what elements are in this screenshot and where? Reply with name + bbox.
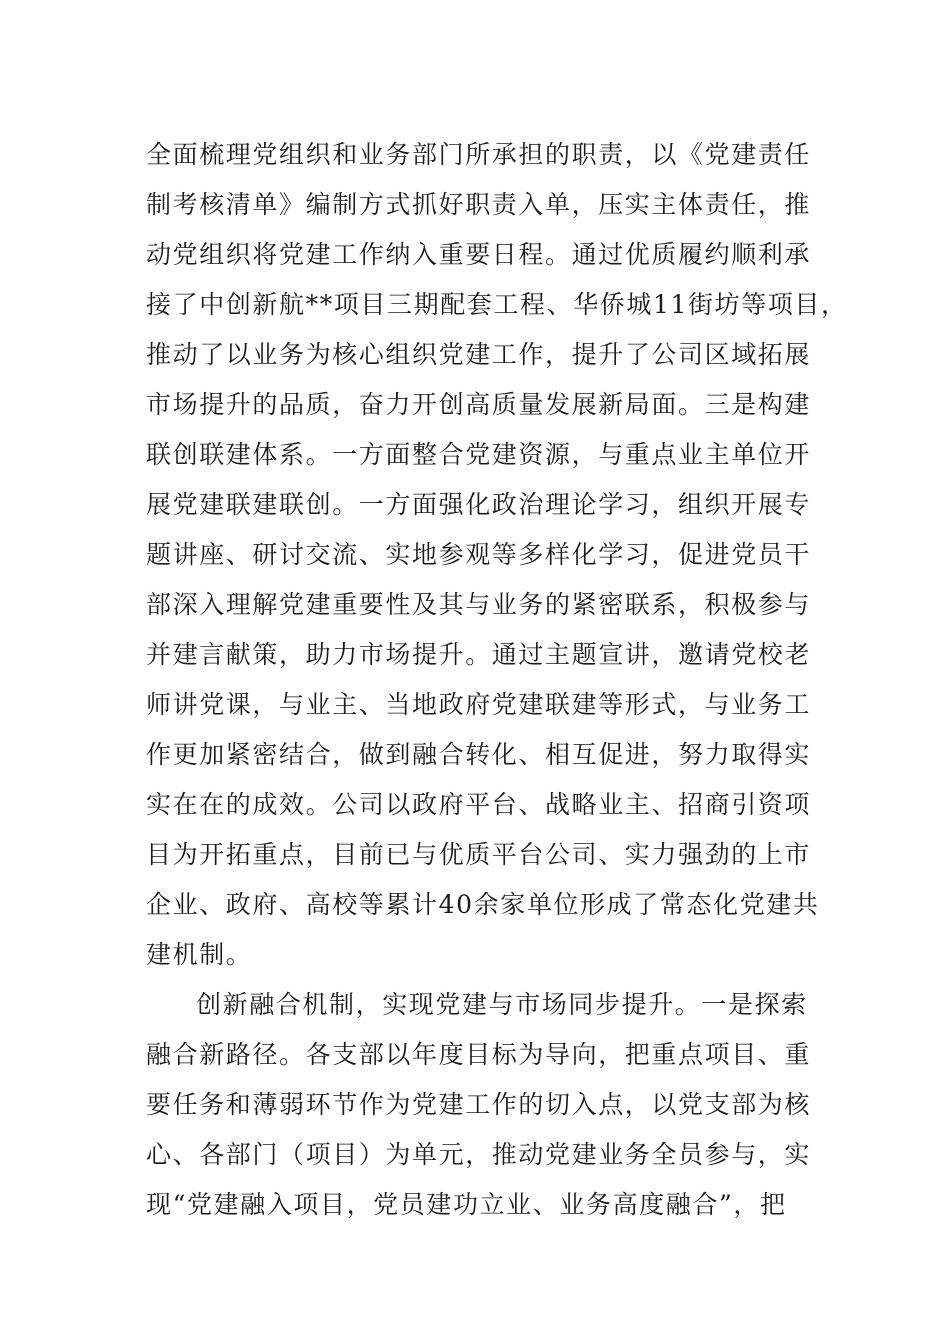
text-line: 融合新路径。各支部以年度目标为导向，把重点项目、重	[146, 1040, 812, 1069]
text-line: 并建言献策，助力市场提升。通过主题宣讲，邀请党校老	[146, 640, 812, 669]
text-line: 全面梳理党组织和业务部门所承担的职责，以《党建责任	[146, 140, 812, 169]
text-line: 企业、政府、高校等累计40余家单位形成了常态化党建共	[146, 890, 820, 919]
text-line: 要任务和薄弱环节作为党建工作的切入点，以党支部为核	[146, 1090, 812, 1119]
text-line: 实在在的成效。公司以政府平台、战略业主、招商引资项	[146, 790, 812, 819]
text-line: 建机制。	[146, 940, 253, 969]
text-line: 市场提升的品质，奋力开创高质量发展新局面。三是构建	[146, 390, 812, 419]
text-line: 推动了以业务为核心组织党建工作，提升了公司区域拓展	[146, 340, 812, 369]
text-line: 师讲党课，与业主、当地政府党建联建等形式，与业务工	[146, 690, 812, 719]
text-line: 现“党建融入项目，党员建功立业、业务高度融合”，把	[146, 1190, 787, 1219]
text-line: 接了中创新航**项目三期配套工程、华侨城11街坊等项目，	[146, 290, 848, 319]
text-line: 心、各部门（项目）为单元，推动党建业务全员参与，实	[146, 1140, 812, 1169]
body-text	[146, 130, 848, 1230]
text-line: 题讲座、研讨交流、实地参观等多样化学习，促进党员干	[146, 540, 812, 569]
text-line: 目为开拓重点，目前已与优质平台公司、实力强劲的上市	[146, 840, 812, 869]
text-line: 制考核清单》编制方式抓好职责入单，压实主体责任，推	[146, 190, 812, 219]
paragraph-first-line: 创新融合机制，实现党建与市场同步提升。一是探索	[196, 990, 808, 1019]
text-line: 作更加紧密结合，做到融合转化、相互促进，努力取得实	[146, 740, 812, 769]
text-line: 联创联建体系。一方面整合党建资源，与重点业主单位开	[146, 440, 812, 469]
text-line: 展党建联建联创。一方面强化政治理论学习，组织开展专	[146, 490, 812, 519]
text-line: 部深入理解党建重要性及其与业务的紧密联系，积极参与	[146, 590, 812, 619]
text-line: 动党组织将党建工作纳入重要日程。通过优质履约顺利承	[146, 240, 812, 269]
